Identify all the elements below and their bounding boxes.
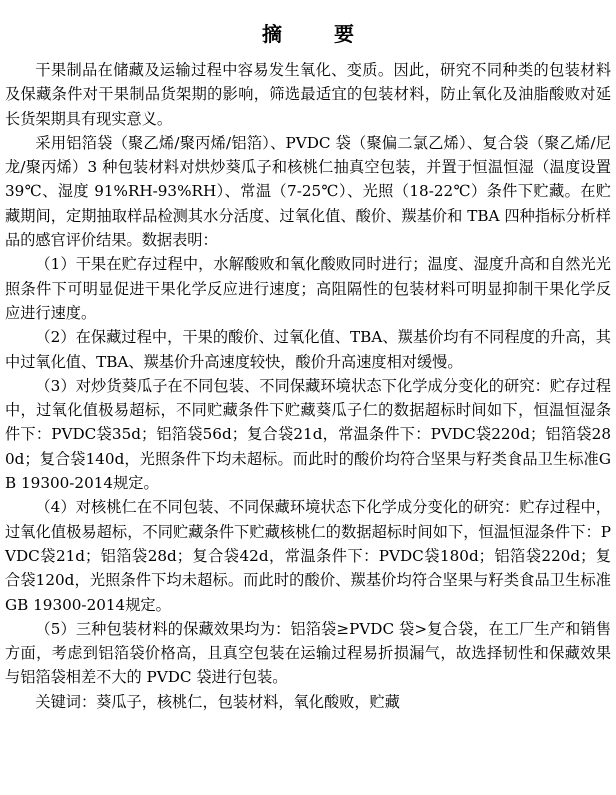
abstract-paragraph-method: 采用铝箔袋（聚乙烯/聚丙烯/铝箔）、PVDC 袋（聚偏二氯乙烯）、复合袋（聚乙烯/尼龙/聚丙烯）3 种包装材料对烘炒葵瓜子和核桃仁抽真空包装，并置于恒温恒湿（温度设置 39℃、湿度 91%RH-93%RH）、常温（7-25℃）、光照（18-22℃）条件下贮藏。在贮藏期间，定期抽取样品检测其水分活度、过氧化值、酸价、羰基价和 TBA 四种指标分析样品的感官评价结果。数据表明：: [5, 133, 611, 250]
abstract-finding-1: （1）干果在贮存过程中，水解酸败和氧化酸败同时进行；温度、湿度升高和自然光光照条件下可明显促进干果化学反应进行速度；高阻隔性的包装材料可明显抑制干果化学反应进行速度。: [5, 255, 611, 322]
abstract-finding-2: （2）在保藏过程中，干果的酸价、过氧化值、TBA、羰基价均有不同程度的升高，其中过氧化值、TBA、羰基价升高速度较快，酸价升高速度相对缓慢。: [5, 328, 611, 371]
abstract-finding-5: （5）三种包装材料的保藏效果均为：铝箔袋≥PVDC 袋>复合袋，在工厂生产和销售方面，考虑到铝箔袋价格高，且真空包装在运输过程易折损漏气，故选择韧性和保藏效果与铝箔袋相差不大的 PVDC 袋进行包装。: [5, 619, 611, 687]
abstract-finding-4: （4）对核桃仁在不同包装、不同保藏环境状态下化学成分变化的研究：贮存过程中，过氧化值极易超标，不同贮藏条件下贮藏核桃仁的数据超标时间如下，恒温恒湿条件下：PVDC袋21d；铝箔袋28d；复合袋42d，常温条件下：PVDC袋180d；铝箔袋220d；复合袋120d，光照条件下均未超标。而此时的酸价、羰基价均符合坚果与籽类食品卫生标准GB 19300-2014规定。: [5, 498, 611, 614]
abstract-paragraph-intro: 干果制品在储藏及运输过程中容易发生氧化、变质。因此，研究不同种类的包装材料及保藏条件对干果制品货架期的影响，筛选最适宜的包装材料，防止氧化及油脂酸败对延长货架期具有现实意义。: [5, 61, 611, 128]
page-title: 摘 要: [262, 22, 370, 46]
keywords-line: 关键词：葵瓜子，核桃仁，包装材料，氧化酸败，贮藏: [35, 692, 400, 711]
abstract-finding-3: （3）对炒货葵瓜子在不同包装、不同保藏环境状态下化学成分变化的研究：贮存过程中，过氧化值极易超标，不同贮藏条件下贮藏葵瓜子仁的数据超标时间如下，恒温恒湿条件下：PVDC袋35d；铝箔袋56d；复合袋21d，常温条件下：PVDC袋220d；铝箔袋280d；复合袋140d，光照条件下均未超标。而此时的酸价均符合坚果与籽类食品卫生标准GB 19300-2014规定。: [5, 376, 611, 493]
